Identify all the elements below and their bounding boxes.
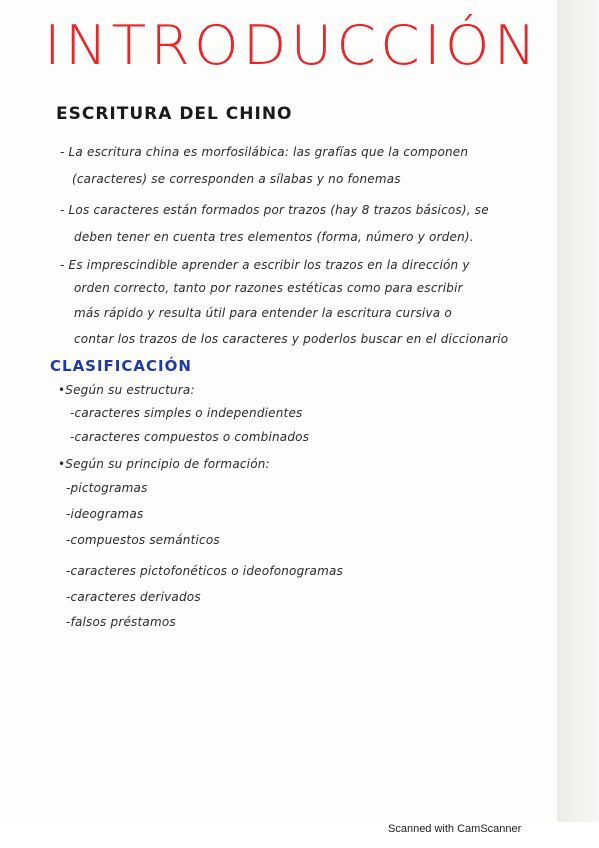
- text-line: - Es imprescindible aprender a escribir los trazos en la dirección y: [60, 258, 470, 272]
- list-item: •Según su principio de formación:: [58, 457, 270, 471]
- list-item: -compuestos semánticos: [66, 533, 220, 547]
- text-line: deben tener en cuenta tres elementos (forma, número y orden).: [74, 230, 474, 244]
- list-item: -caracteres compuestos o combinados: [70, 430, 310, 444]
- classification-heading: CLASIFICACIÓN: [50, 357, 192, 375]
- list-item: -caracteres pictofonéticos o ideofonogramas: [66, 564, 343, 578]
- text-line: - La escritura china es morfosilábica: las grafías que la componen: [60, 145, 469, 159]
- list-item: -caracteres simples o independientes: [70, 406, 303, 420]
- text-line: (caracteres) se corresponden a sílabas y no fonemas: [72, 172, 401, 186]
- text-line: - Los caracteres están formados por trazos (hay 8 trazos básicos), se: [60, 203, 489, 217]
- list-item: -pictogramas: [66, 481, 148, 495]
- text-line: contar los trazos de los caracteres y poderlos buscar en el diccionario: [74, 332, 509, 346]
- list-item: •Según su estructura:: [58, 383, 195, 397]
- text-line: orden correcto, tanto por razones estéticas como para escribir: [74, 281, 463, 295]
- list-item: -ideogramas: [66, 507, 144, 521]
- list-item: -falsos préstamos: [66, 615, 176, 629]
- text-line: más rápido y resulta útil para entender la escritura cursiva o: [74, 306, 452, 320]
- page-title: INTRODUCCIÓN: [44, 14, 541, 77]
- page-edge: [557, 0, 599, 822]
- list-item: -caracteres derivados: [66, 590, 201, 604]
- scanner-watermark: Scanned with CamScanner: [388, 823, 522, 835]
- section-subtitle: ESCRITURA DEL CHINO: [56, 104, 293, 124]
